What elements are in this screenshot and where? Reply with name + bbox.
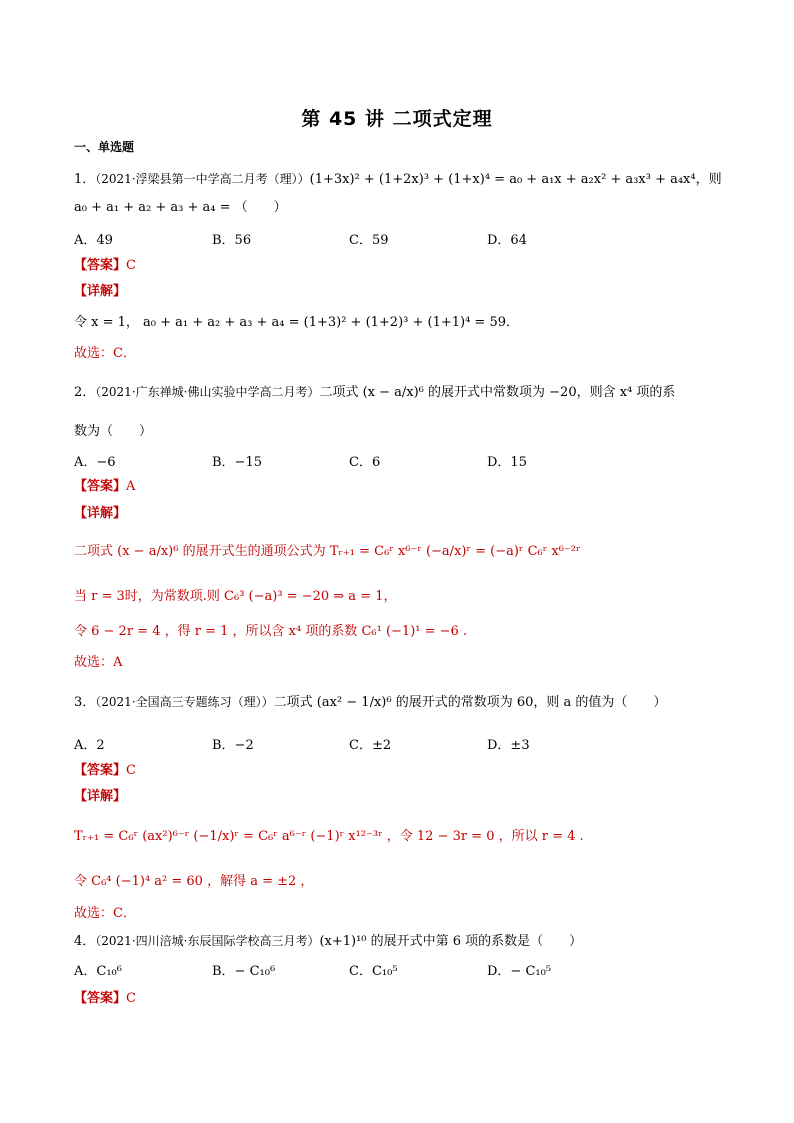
question-source: （2021·广东禅城·佛山实验中学高二月考） [95,385,320,399]
option-c: C．59 [349,233,389,248]
option-d: D．64 [487,233,527,248]
question-stem: 二项式 (ax² − 1/x)⁶ 的展开式的常数项为 60，则 a 的值为（ ） [273,695,667,710]
question-2-stem [74,383,734,402]
option-a: A．C₁₀⁶ [74,964,122,979]
answer-line [74,762,734,780]
question-stem: 二项式 (x − a/x)⁶ 的展开式中常数项为 −20，则含 x⁴ 项的系 [319,385,676,400]
option-b: B．−15 [212,455,262,470]
detail-line: 令 6 − 2r = 4 ，得 r = 1 ，所以含 x⁴ 项的系数 C₆¹ (−1)¹ = −6 . [74,624,468,639]
option-c: C．±2 [349,738,392,753]
question-1-stem-cont: a₀ + a₁ + a₂ + a₃ + a₄ = （ ） [74,200,287,215]
question-number: 1． [74,172,96,187]
detail-label: 【详解】 [74,506,127,521]
option-a: A．49 [74,233,113,248]
answer-value: C [126,763,136,778]
answer-line [74,478,734,496]
question-number: 2． [74,385,96,400]
detail-line: Tᵣ₊₁ = C₆ʳ (ax²)⁶⁻ʳ (−1/x)ʳ = C₆ʳ a⁶⁻ʳ (−1)ʳ x¹²⁻³ʳ ，令 12 − 3r = 0 ，所以 r = 4 . [74,829,584,844]
question-number: 3． [74,695,96,710]
option-c: C．C₁₀⁵ [349,964,398,979]
detail-label: 【详解】 [74,789,127,804]
detail-line: 令 x = 1， a₀ + a₁ + a₂ + a₃ + a₄ = (1+3)² + (1+2)³ + (1+1)⁴ = 59． [74,315,520,330]
detail-line: 当 r = 3时，为常数项.则 C₆³ (−a)³ = −20 ⇒ a = 1， [74,589,397,604]
answer-value: C [126,258,136,273]
answer-value: C [126,991,136,1006]
detail-line: 故选：C． [74,346,136,361]
question-1-stem [74,170,734,189]
section-heading: 一、单选题 [74,140,135,154]
detail-line: 二项式 (x − a/x)⁶ 的展开式生的通项公式为 Tᵣ₊₁ = C₆ʳ x⁶⁻ʳ (−a/x)ʳ = (−a)ʳ C₆ʳ x⁶⁻²ʳ [74,544,581,559]
question-number: 4． [74,934,96,949]
question-stem: (1+3x)² + (1+2x)³ + (1+x)⁴ = a₀ + a₁x + a₂x² + a₃x³ + a₄x⁴，则 [309,172,722,187]
option-a: A．−6 [74,455,116,470]
answer-label: 【答案】 [74,763,127,778]
question-3-stem [74,693,734,712]
page-title: 第 45 讲 二项式定理 [301,108,493,130]
question-stem: (x+1)¹⁰ 的展开式中第 6 项的系数是（ ） [319,934,583,949]
answer-line [74,990,734,1008]
detail-label: 【详解】 [74,284,127,299]
option-d: D．15 [487,455,527,470]
option-b: B．− C₁₀⁶ [212,964,276,979]
question-source: （2021·四川涪城·东辰国际学校高三月考） [95,934,320,948]
option-b: B．−2 [212,738,254,753]
question-source: （2021·浮梁县第一中学高二月考（理）） [95,172,310,186]
option-c: C．6 [349,455,381,470]
detail-line: 令 C₆⁴ (−1)⁴ a² = 60 ，解得 a = ±2 ， [74,874,314,889]
question-4-stem [74,932,734,951]
answer-label: 【答案】 [74,258,127,273]
detail-line: 故选：A [74,655,123,670]
question-2-stem-cont: 数为（ ） [74,424,153,439]
option-a: A．2 [74,738,105,753]
option-b: B．56 [212,233,252,248]
answer-label: 【答案】 [74,991,127,1006]
answer-label: 【答案】 [74,479,127,494]
question-source: （2021·全国高三专题练习（理）） [95,695,274,709]
option-d: D．±3 [487,738,530,753]
answer-line [74,257,734,275]
detail-line: 故选：C． [74,906,136,921]
option-d: D．− C₁₀⁵ [487,964,552,979]
answer-value: A [126,479,136,494]
